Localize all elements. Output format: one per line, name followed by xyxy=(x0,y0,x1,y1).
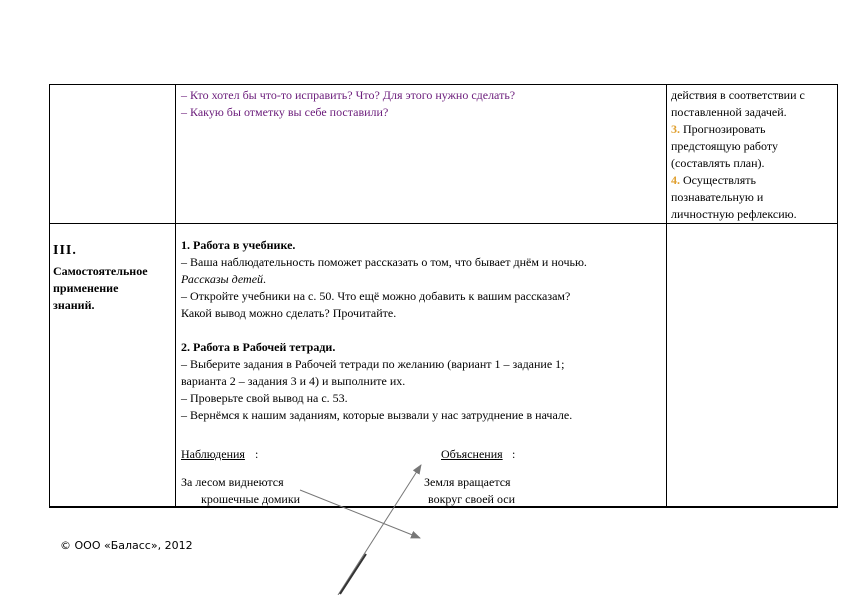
stage-number: III. xyxy=(53,243,77,258)
observation-line: крошечные домики xyxy=(201,492,301,506)
colon: : xyxy=(512,447,516,461)
stage-title-line: знаний. xyxy=(53,298,95,312)
explanations-label: Объяснения xyxy=(441,447,503,461)
observations-label: Наблюдения xyxy=(181,447,245,461)
arrow-tail-shading xyxy=(340,554,366,594)
row2-activities xyxy=(181,237,661,424)
item-number: 3. xyxy=(671,122,680,136)
stage-label xyxy=(53,242,173,314)
section1-line: Какой вывод можно сделать? Прочитайте. xyxy=(181,306,397,320)
item-text: Осуществлять xyxy=(680,173,757,187)
row1-questions xyxy=(181,87,661,121)
section2-line: варианта 2 – задания 3 и 4) и выполните их. xyxy=(181,374,406,388)
section2-title: 2. Работа в Рабочей тетради. xyxy=(181,340,336,354)
stage-title-line: Самостоятельное xyxy=(53,264,148,278)
explanation-line: Земля вращается xyxy=(424,475,511,489)
outcome-item-3 xyxy=(671,121,833,138)
colon: : xyxy=(255,447,259,461)
copyright-footer: © ООО «Баласс», 2012 xyxy=(60,539,193,552)
column-divider-1 xyxy=(175,85,176,506)
outcome-item-4 xyxy=(671,172,833,189)
outcome-line: предстоящую работу xyxy=(671,139,778,153)
observation-line: За лесом виднеются xyxy=(181,475,284,489)
outcome-line: поставленной задачей. xyxy=(671,105,787,119)
section1-line xyxy=(181,271,661,288)
outcome-line: познавательную и xyxy=(671,190,764,204)
outcome-line: личностную рефлексию. xyxy=(671,207,797,221)
outcome-line: действия в соответствии с xyxy=(671,88,805,102)
table-bottom-border-accent xyxy=(786,506,838,508)
item-text: Прогнозировать xyxy=(680,122,766,136)
item-number: 4. xyxy=(671,173,680,187)
column-divider-2 xyxy=(666,85,667,506)
row1-outcomes xyxy=(671,87,833,223)
stage-title-line: применение xyxy=(53,281,119,295)
kids-stories: Рассказы детей xyxy=(181,272,264,286)
question-line: – Кто хотел бы что-то исправить? Что? Для этого нужно сделать? xyxy=(181,88,516,102)
section1-line: – Откройте учебники на с. 50. Что ещё можно добавить к вашим рассказам? xyxy=(181,289,571,303)
section1-title: 1. Работа в учебнике. xyxy=(181,238,296,252)
matching-exercise xyxy=(181,446,661,506)
outcome-line: (составлять план). xyxy=(671,156,765,170)
section1-line: – Ваша наблюдательность поможет рассказать о том, что бывает днём и ночью. xyxy=(181,255,587,269)
explanation-line: вокруг своей оси xyxy=(428,492,516,506)
section2-line: – Выберите задания в Рабочей тетради по желанию (вариант 1 – задание 1; xyxy=(181,357,565,371)
section2-line: – Вернёмся к нашим заданиям, которые вызвали у нас затруднение в начале. xyxy=(181,408,573,422)
section2-line: – Проверьте свой вывод на с. 53. xyxy=(181,391,348,405)
row-divider xyxy=(50,223,837,224)
period: . xyxy=(263,272,267,286)
question-line: – Какую бы отметку вы себе поставили? xyxy=(181,105,389,119)
